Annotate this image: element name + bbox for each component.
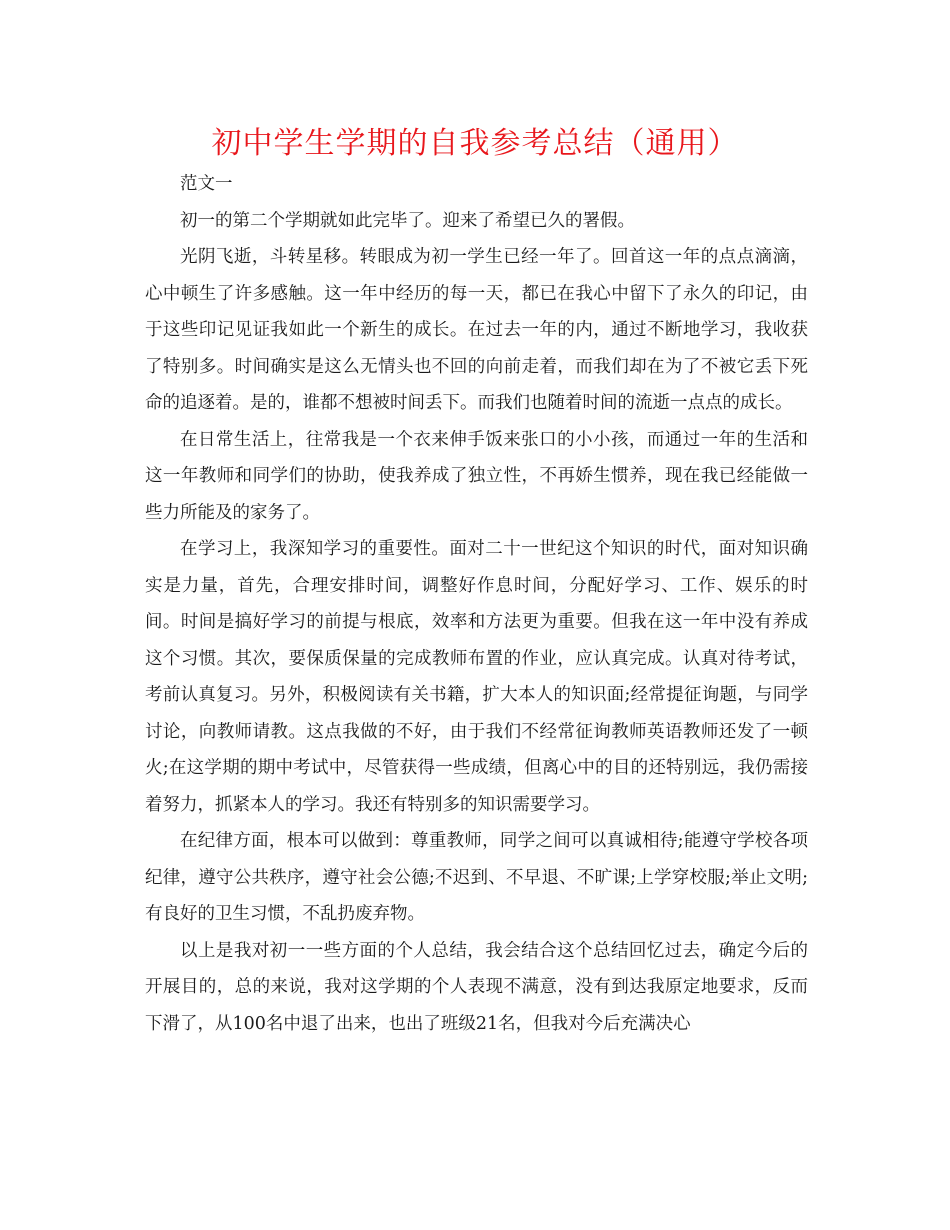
paragraph: 在日常生活上，往常我是一个衣来伸手饭来张口的小小孩，而通过一年的生活和这一年教师和同学们的协助，使我养成了独立性，不再娇生惯养，现在我已经能做一些力所能及的家务了。 xyxy=(145,429,808,523)
paragraph: 初一的第二个学期就如此完毕了。迎来了希望已久的署假。 xyxy=(180,210,635,231)
paragraph: 在学习上，我深知学习的重要性。面对二十一世纪这个知识的时代，面对知识确实是力量，首先，合理安排时间，调整好作息时间，分配好学习、工作、娱乐的时间。时间是搞好学习的前提与根底，效率和方法更为重要。但我在这一年中没有养成这个习惯。其次，要保质保量的完成教师布置的作业，应认真完成。认真对待考试，考前认真复习。另外，积极阅读有关书籍，扩大本人的知识面;经常提征询题，与同学讨论，向教师请教。这点我做的不好，由于我们不经常征询教师英语教师还发了一顿火;在这学期的期中考试中，尽管获得一些成绩，但离心中的目的还特别远，我仍需接着努力，抓紧本人的学习。我还有特别多的知识需要学习。 xyxy=(145,539,808,815)
page-title: 初中学生学期的自我参考总结（通用） xyxy=(211,126,739,161)
paragraph-subtitle: 范文一 xyxy=(180,174,233,194)
paragraph: 以上是我对初一一些方面的个人总结，我会结合这个总结回忆过去，确定今后的开展目的，总的来说，我对这学期的个人表现不满意，没有到达我原定地要求，反而下滑了，从100名中退了出来，也出了班级21名，但我对今后充满决心 xyxy=(145,940,808,1034)
paragraph: 光阴飞逝，斗转星移。转眼成为初一学生已经一年了。回首这一年的点点滴滴，心中顿生了许多感触。这一年中经历的每一天，都已在我心中留下了永久的印记，由于这些印记见证我如此一个新生的成长。在过去一年的内，通过不断地学习，我收获了特别多。时间确实是这么无情头也不回的向前走着，而我们却在为了不被它丢下死命的追逐着。是的，谁都不想被时间丢下。而我们也随着时间的流逝一点点的成长。 xyxy=(145,247,808,413)
paragraph: 在纪律方面，根本可以做到：尊重教师，同学之间可以真诚相待;能遵守学校各项纪律，遵守公共秩序，遵守社会公德;不迟到、不早退、不旷课;上学穿校服;举止文明;有良好的卫生习惯，不乱扔废弃物。 xyxy=(145,831,808,924)
document-body xyxy=(145,166,808,1042)
